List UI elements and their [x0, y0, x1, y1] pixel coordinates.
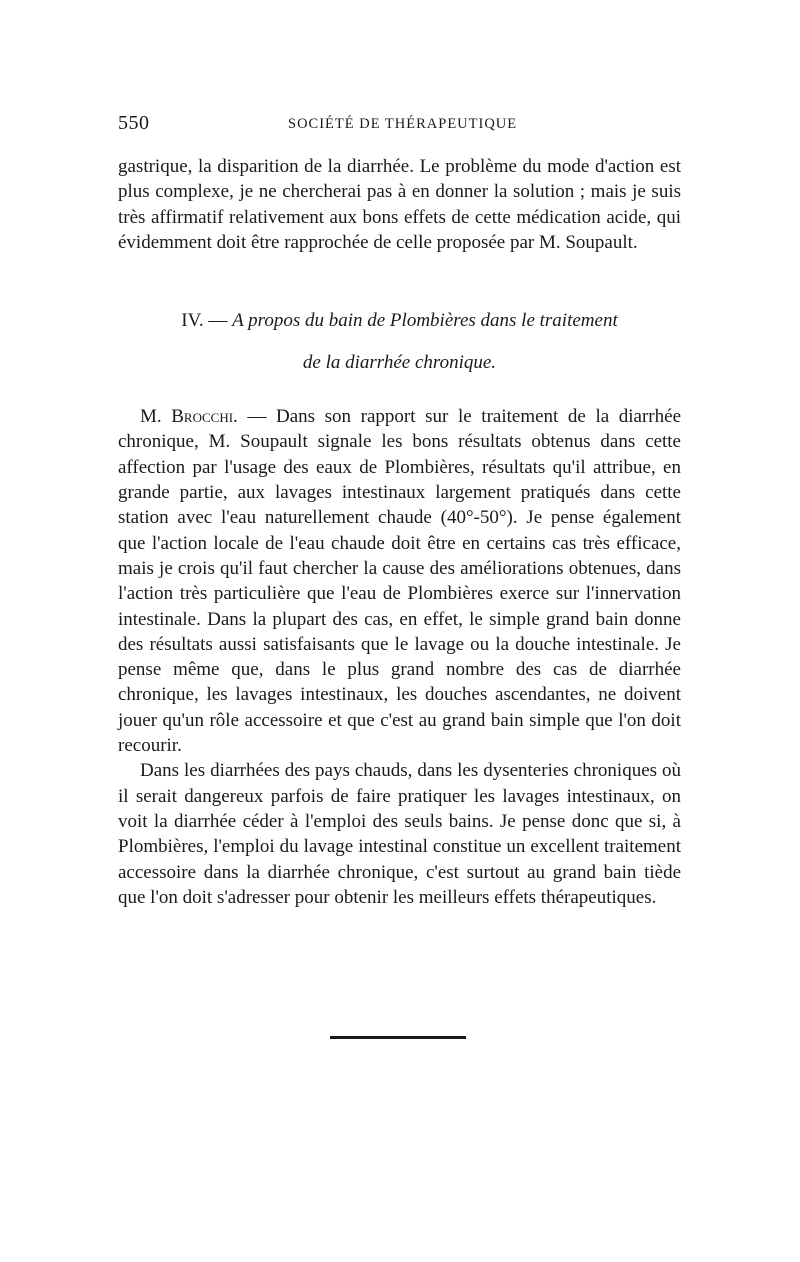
paragraph-continuation: gastrique, la disparition de la diarrhée. Le problème du mode d'action est plus complexe, je ne chercherai pas à en donner la solution ; mais je suis très affirmatif relativement aux bons effets de cette médication acide, qui évidemment doit être rapprochée de celle proposée par M. Soupault. [118, 156, 681, 253]
paragraph-brocchi-text: — Dans son rapport sur le traitement de la diarrhée chronique, M. Soupault signale les bons résultats obtenus dans cette affection par l'usage des eaux de Plombières, résultats qu'il attribue, en grande partie, aux lavages intestinaux largement pratiqués dans cette station avec l'eau naturellement chaude (40°-50°). Je pense également que l'action locale de l'eau chaude doit être en certains cas très efficace, mais je crois qu'il faut chercher la cause des améliorations obtenues, dans l'action très particulière que l'eau de Plombières exerce sur l'innervation intestinale. Dans la plupart des cas, en effet, le simple grand bain donne des résultats aussi satisfaisants que le lavage ou la douche intestinale. Je pense même que, dans le plus grand nombre des cas de diarrhée chronique, les lavages intestinaux, les douches ascendantes, ne doivent jouer qu'un rôle accessoire et que c'est au grand bain simple que l'on doit recourir. [118, 406, 682, 757]
page-number: 550 [118, 112, 150, 134]
paragraph-conclusion: Dans les diarrhées des pays chauds, dans les dysenteries chroniques où il serait dangereux parfois de faire pratiquer les lavages intestinaux, on voit la diarrhée céder à l'emploi des seuls bains. Je pense donc que si, à Plombières, l'emploi du lavage intestinal constitue un excellent traitement accessoire dans la diarrhée chronique, c'est surtout au grand bain tiède que l'on doit s'adresser pour obtenir les meilleurs effets thérapeutiques. [118, 760, 681, 908]
end-rule [330, 1036, 466, 1039]
page-header [118, 112, 681, 142]
section-heading [118, 308, 681, 376]
running-head: SOCIÉTÉ DE THÉRAPEUTIQUE [288, 116, 518, 132]
speaker-name: M. Brocchi. [140, 406, 238, 428]
section-title-line2: de la diarrhée chronique. [302, 352, 497, 374]
section-numeral: IV. — [181, 310, 233, 332]
document-page [118, 112, 681, 910]
paragraph-brocchi [118, 404, 681, 758]
section-title-line1: A propos du bain de Plombières dans le traitement [232, 310, 618, 332]
